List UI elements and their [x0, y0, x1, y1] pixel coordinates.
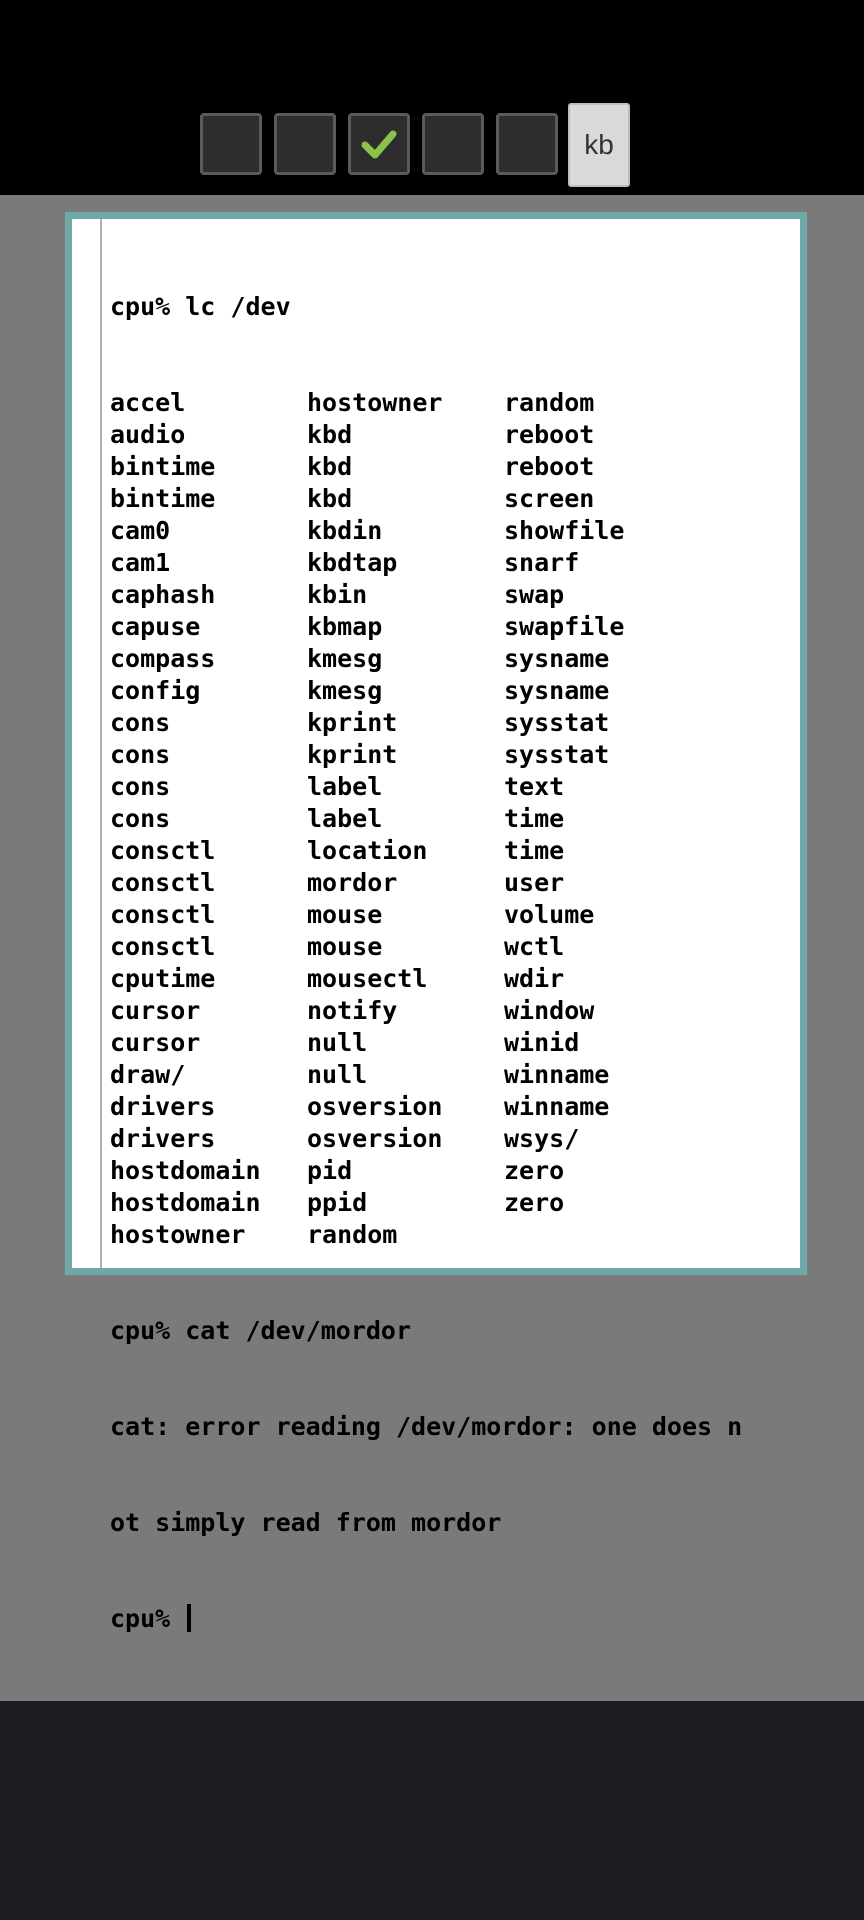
listing-entry: wctl [504, 932, 565, 961]
dev-listing [110, 387, 800, 1251]
terminal-output[interactable] [110, 227, 800, 1699]
listing-row [110, 1187, 800, 1219]
listing-entry: pid [307, 1156, 353, 1185]
listing-entry: sysname [504, 676, 610, 705]
listing-entry: label [307, 772, 383, 801]
listing-entry: kbdtap [307, 548, 398, 577]
listing-entry: drivers [110, 1124, 216, 1153]
listing-row [110, 963, 800, 995]
listing-entry: mordor [307, 868, 398, 897]
listing-row [110, 643, 800, 675]
listing-entry: swapfile [504, 612, 625, 641]
listing-row [110, 931, 800, 963]
listing-entry: hostowner [307, 388, 443, 417]
listing-entry: text [504, 772, 565, 801]
prompt-line: cpu% lc /dev [110, 292, 291, 321]
listing-entry: osversion [307, 1092, 443, 1121]
listing-row [110, 419, 800, 451]
toggle-2[interactable] [274, 113, 336, 175]
listing-entry: time [504, 836, 565, 865]
listing-entry: kprint [307, 708, 398, 737]
listing-row [110, 579, 800, 611]
listing-row [110, 835, 800, 867]
listing-entry: sysstat [504, 708, 610, 737]
listing-entry: mouse [307, 932, 383, 961]
listing-entry: mouse [307, 900, 383, 929]
listing-row [110, 1027, 800, 1059]
listing-entry: winid [504, 1028, 580, 1057]
listing-row [110, 995, 800, 1027]
error-line: ot simply read from mordor [110, 1508, 502, 1537]
listing-entry: random [307, 1220, 398, 1249]
listing-entry: reboot [504, 420, 595, 449]
toggle-1[interactable] [200, 113, 262, 175]
listing-row [110, 803, 800, 835]
listing-entry: kbin [307, 580, 368, 609]
listing-entry: sysstat [504, 740, 610, 769]
listing-row [110, 707, 800, 739]
prompt-text: cpu% [110, 1604, 186, 1633]
toggle-5[interactable] [496, 113, 558, 175]
listing-entry: kbd [307, 420, 353, 449]
listing-entry: window [504, 996, 595, 1025]
listing-entry: label [307, 804, 383, 833]
listing-entry: wsys/ [504, 1124, 580, 1153]
prompt-line: cpu% cat /dev/mordor [110, 1316, 412, 1345]
listing-row [110, 1059, 800, 1091]
listing-entry: time [504, 804, 565, 833]
listing-entry: kmesg [307, 644, 383, 673]
listing-entry: caphash [110, 580, 216, 609]
listing-row [110, 387, 800, 419]
listing-entry: compass [110, 644, 216, 673]
listing-entry: winname [504, 1092, 610, 1121]
listing-entry: sysname [504, 644, 610, 673]
listing-entry: kbd [307, 484, 353, 513]
listing-row [110, 899, 800, 931]
listing-row [110, 1091, 800, 1123]
listing-entry: wdir [504, 964, 565, 993]
listing-row [110, 547, 800, 579]
listing-entry: cons [110, 740, 171, 769]
listing-entry: zero [504, 1156, 565, 1185]
listing-entry: consctl [110, 932, 216, 961]
listing-row [110, 1155, 800, 1187]
listing-entry: screen [504, 484, 595, 513]
listing-entry: accel [110, 388, 186, 417]
error-line: cat: error reading /dev/mordor: one does n [110, 1412, 743, 1441]
listing-entry: hostdomain [110, 1188, 261, 1217]
listing-entry: random [504, 388, 595, 417]
listing-entry: consctl [110, 900, 216, 929]
keyboard-button[interactable]: kb [568, 103, 630, 187]
listing-row [110, 611, 800, 643]
listing-row [110, 771, 800, 803]
listing-entry: mousectl [307, 964, 428, 993]
listing-entry: winname [504, 1060, 610, 1089]
listing-entry: kprint [307, 740, 398, 769]
listing-entry: draw/ [110, 1060, 186, 1089]
listing-row [110, 867, 800, 899]
bottom-bar [0, 1701, 864, 1920]
listing-entry: drivers [110, 1092, 216, 1121]
listing-row [110, 739, 800, 771]
listing-entry: osversion [307, 1124, 443, 1153]
listing-entry: kbdin [307, 516, 383, 545]
listing-entry: hostdomain [110, 1156, 261, 1185]
listing-entry: bintime [110, 484, 216, 513]
listing-entry: audio [110, 420, 186, 449]
listing-entry: bintime [110, 452, 216, 481]
toggle-3[interactable] [348, 113, 410, 175]
listing-entry: cons [110, 804, 171, 833]
listing-entry: notify [307, 996, 398, 1025]
listing-entry: capuse [110, 612, 201, 641]
listing-entry: swap [504, 580, 565, 609]
listing-row [110, 1219, 800, 1251]
active-prompt-line[interactable] [110, 1603, 800, 1635]
toggle-group [200, 103, 630, 185]
listing-entry: location [307, 836, 428, 865]
listing-entry: hostowner [110, 1220, 246, 1249]
listing-row [110, 1123, 800, 1155]
listing-entry: cam1 [110, 548, 171, 577]
listing-entry: reboot [504, 452, 595, 481]
listing-entry: kbmap [307, 612, 383, 641]
listing-row [110, 675, 800, 707]
listing-entry: zero [504, 1188, 565, 1217]
listing-entry: consctl [110, 836, 216, 865]
listing-entry: cam0 [110, 516, 171, 545]
listing-row [110, 515, 800, 547]
listing-entry: user [504, 868, 565, 897]
listing-entry: ppid [307, 1188, 368, 1217]
scrollbar[interactable] [72, 219, 102, 1268]
checkmark-icon [359, 124, 399, 164]
listing-row [110, 483, 800, 515]
listing-entry: cursor [110, 1028, 201, 1057]
listing-entry: cons [110, 708, 171, 737]
toggle-4[interactable] [422, 113, 484, 175]
listing-entry: cons [110, 772, 171, 801]
listing-row [110, 451, 800, 483]
top-toolbar [0, 0, 864, 195]
listing-entry: cputime [110, 964, 216, 993]
listing-entry: config [110, 676, 201, 705]
listing-entry: null [307, 1060, 368, 1089]
listing-entry: null [307, 1028, 368, 1057]
listing-entry: consctl [110, 868, 216, 897]
listing-entry: showfile [504, 516, 625, 545]
listing-entry: volume [504, 900, 595, 929]
text-cursor [187, 1604, 191, 1632]
listing-entry: snarf [504, 548, 580, 577]
terminal-window[interactable] [65, 212, 807, 1633]
listing-entry: kmesg [307, 676, 383, 705]
listing-entry: kbd [307, 452, 353, 481]
listing-entry: cursor [110, 996, 201, 1025]
